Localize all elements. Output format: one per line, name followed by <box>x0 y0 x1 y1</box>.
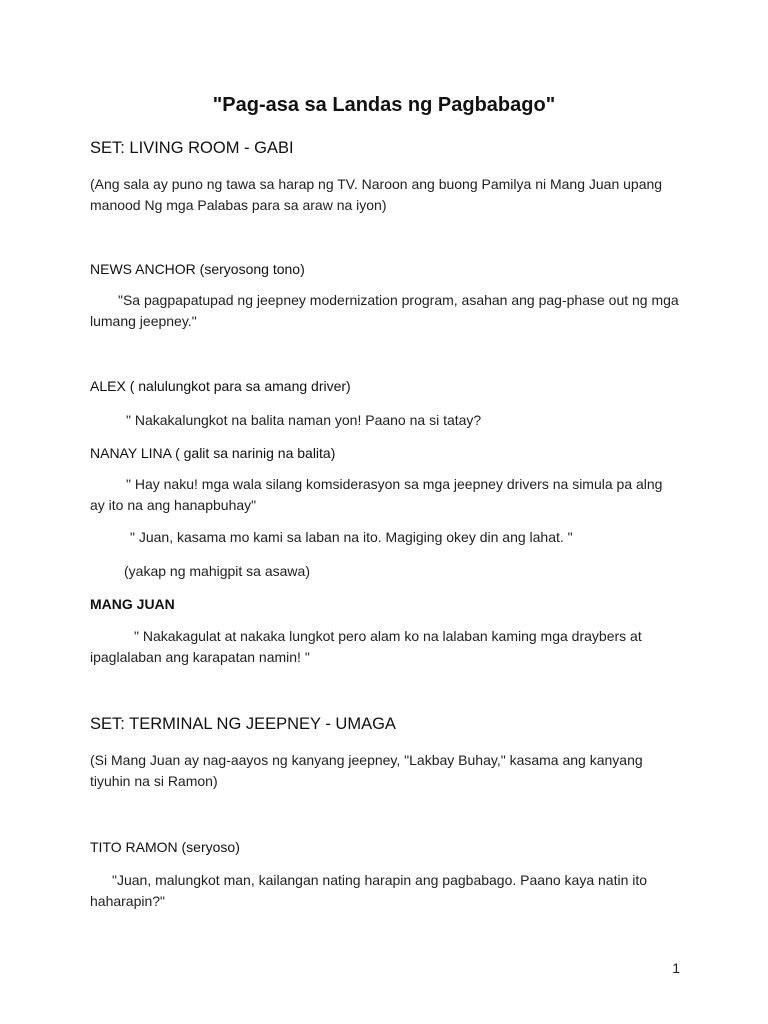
speaker-alex: ALEX ( nalulungkot para sa amang driver) <box>90 378 351 394</box>
scene-heading-terminal: SET: TERMINAL NG JEEPNEY - UMAGA <box>90 715 396 733</box>
stage-direction-living-room: (Ang sala ay puno ng tawa sa harap ng TV. Naroon ang buong Pamilya ni Mang Juan upang manood Ng mga Palabas para sa araw na iyon) <box>90 176 663 213</box>
page-title: "Pag-asa sa Landas ng Pagbabago" <box>212 94 556 116</box>
scene-heading-living-room: SET: LIVING ROOM - GABI <box>90 139 294 157</box>
speaker-tito-ramon: TITO RAMON (seryoso) <box>90 839 240 855</box>
dialogue-nanay-lina-1: " Hay naku! mga wala silang komsiderasyon sa mga jeepney drivers na simula pa alng ay ito na ang hanapbuhay" <box>90 476 663 513</box>
dialogue-mang-juan: " Nakakagulat at nakaka lungkot pero alam ko na lalaban kaming mga draybers at ipaglalaban ang karapatan namin! " <box>90 628 642 665</box>
speaker-mang-juan: MANG JUAN <box>90 596 175 612</box>
stage-direction-terminal: (Si Mang Juan ay nag-aayos ng kanyang jeepney, "Lakbay Buhay," kasama ang kanyang tiyuhin na si Ramon) <box>90 752 643 789</box>
speaker-nanay-lina: NANAY LINA ( galit sa narinig na balita) <box>90 445 336 461</box>
dialogue-nanay-lina-2: " Juan, kasama mo kami sa laban na ito. Magiging okey din ang lahat. " <box>130 529 573 545</box>
action-nanay-lina: (yakap ng mahigpit sa asawa) <box>124 563 310 579</box>
dialogue-news-anchor: "Sa pagpapatupad ng jeepney modernization program, asahan ang pag-phase out ng mga lumang jeepney." <box>90 292 679 329</box>
dialogue-alex: " Nakakalungkot na balita naman yon! Paano na si tatay? <box>126 412 482 428</box>
page-number: 1 <box>672 960 680 976</box>
dialogue-tito-ramon: "Juan, malungkot man, kailangan nating harapin ang pagbabago. Paano kaya natin ito haharapin?" <box>90 872 648 909</box>
speaker-news-anchor: NEWS ANCHOR (seryosong tono) <box>90 261 305 277</box>
